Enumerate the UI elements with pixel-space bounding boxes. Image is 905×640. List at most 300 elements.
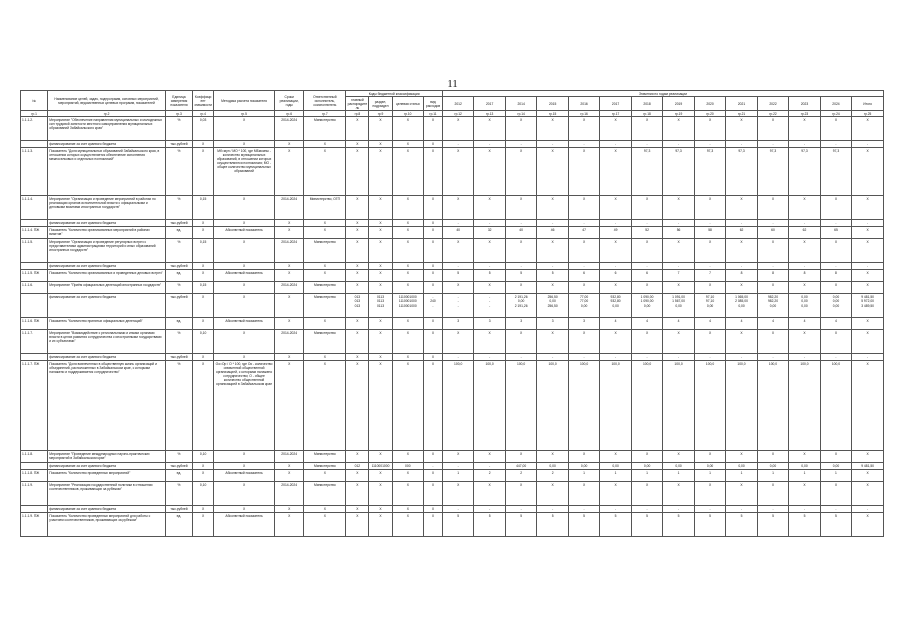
table-cell: ед. — [165, 318, 192, 330]
table-cell: Х — [369, 361, 392, 451]
row-name-cell: Мероприятие "Проведение международных научно-практических мероприятий в Забайкальском крае" — [48, 451, 166, 463]
table-cell: тыс.рублей — [165, 294, 192, 318]
table-cell: Х — [214, 263, 275, 270]
column-index-cell: гр.23 — [789, 111, 820, 117]
table-cell: 1 — [789, 470, 820, 482]
table-cell: ед. — [165, 227, 192, 239]
row-number-cell: 1.1.1.7. ПЖ — [21, 361, 48, 451]
table-cell: Х — [474, 148, 505, 196]
table-cell: Х — [214, 451, 275, 463]
table-cell: Х — [193, 263, 214, 270]
table-cell: Х — [474, 330, 505, 354]
table-cell: 100,0 — [694, 361, 725, 451]
table-row — [21, 270, 884, 282]
table-cell: Х — [474, 482, 505, 506]
table-cell: - — [694, 263, 725, 270]
table-cell: 1 — [600, 470, 631, 482]
table-cell: - — [631, 220, 662, 227]
table-cell: Х — [424, 506, 443, 513]
stacked-value: 1110001000 — [398, 303, 417, 308]
table-cell: 8 — [789, 270, 820, 282]
table-cell: Х — [568, 282, 599, 294]
table-cell: Х — [852, 196, 884, 220]
table-cell: Х — [193, 354, 214, 361]
row-name-cell: Мероприятие "Взаимодействие с региональными и иными органами власти в целях развития сотрудничества с иностранными государствами и их субъектами" — [48, 330, 166, 354]
table-cell: Х — [424, 513, 443, 537]
table-cell: % — [165, 196, 192, 220]
table-cell: Х — [193, 294, 214, 318]
table-cell: Х — [369, 318, 392, 330]
table-cell: Х — [537, 239, 568, 263]
table-cell: - — [726, 263, 757, 270]
table-cell: Х — [631, 482, 662, 506]
stacked-value: 1 091,00 — [672, 294, 685, 299]
table-cell: Х — [424, 196, 443, 220]
table-cell: % — [165, 361, 192, 451]
table-cell: Х — [424, 482, 443, 506]
table-cell: 0,00 — [537, 463, 568, 470]
table-cell: Х — [214, 330, 275, 354]
table-cell: 1 — [694, 470, 725, 482]
table-cell: Х — [214, 463, 275, 470]
col-header-name: Наименование целей, задач, подпрограмм, основных мероприятий, мероприятий, ведомственных целевых программ, показателей — [48, 91, 166, 111]
row-number-cell — [21, 263, 48, 270]
table-cell: Х — [392, 196, 423, 220]
table-cell — [442, 294, 473, 318]
col-header-method: Методика расчета показателя — [214, 91, 275, 111]
table-cell: Министерство — [304, 330, 346, 354]
table-cell: - — [568, 263, 599, 270]
table-cell: 5 — [505, 513, 536, 537]
table-cell: - — [757, 506, 788, 513]
table-row — [21, 354, 884, 361]
table-cell: Х — [789, 330, 820, 354]
table-cell: - — [568, 354, 599, 361]
table-row — [21, 513, 884, 537]
table-cell: 97,3 — [726, 148, 757, 196]
table-cell: 46 — [537, 227, 568, 239]
column-index-cell: гр.10 — [392, 111, 423, 117]
table-cell: 100,0 — [663, 361, 694, 451]
col-header-period: Сроки реализации, годы — [274, 91, 303, 111]
table-cell: Х — [346, 361, 369, 451]
col-header-year: 2024 — [820, 97, 851, 111]
table-cell: Х — [392, 282, 423, 294]
table-cell: Абсолютный показатель — [214, 513, 275, 537]
table-cell: Х — [442, 117, 473, 141]
table-cell: - — [631, 141, 662, 148]
stacked-value: 0113 — [376, 299, 385, 303]
table-cell: Х — [789, 196, 820, 220]
table-cell: 60 — [757, 227, 788, 239]
stacked-value: 0,00 — [738, 303, 745, 308]
col-header-year: 2021 — [726, 97, 757, 111]
table-cell: 100,0 — [820, 361, 851, 451]
table-cell: - — [694, 506, 725, 513]
stacked-value: 0,00 — [832, 303, 840, 308]
table-cell: Х — [214, 117, 275, 141]
table-cell: Х — [214, 220, 275, 227]
table-cell: Х — [193, 513, 214, 537]
table-cell: 4 — [600, 318, 631, 330]
table-cell: 1 — [442, 470, 473, 482]
table-cell: Х — [852, 470, 884, 482]
table-cell: Х — [442, 482, 473, 506]
table-cell: Х — [214, 239, 275, 263]
stacked-value: 97,10 — [705, 294, 715, 299]
table-cell: Х — [789, 282, 820, 294]
table-cell: % — [165, 239, 192, 263]
table-cell: Х — [369, 270, 392, 282]
table-cell: Х — [214, 294, 275, 318]
table-cell: Х — [568, 330, 599, 354]
table-cell: 0,00 — [694, 463, 725, 470]
table-cell: Х — [274, 463, 303, 470]
table-cell: Х — [304, 270, 346, 282]
row-number-cell: 1.1.1.4. — [21, 196, 48, 220]
table-cell — [757, 294, 788, 318]
column-index-cell: гр.15 — [537, 111, 568, 117]
table-cell: Х — [852, 270, 884, 282]
table-row — [21, 361, 884, 451]
table-cell: Х — [193, 506, 214, 513]
table-cell: Х — [214, 354, 275, 361]
table-cell: Х — [346, 451, 369, 463]
table-row — [21, 239, 884, 263]
table-cell: Абсолютный показатель — [214, 470, 275, 482]
table-cell: 100,0 — [789, 361, 820, 451]
table-row — [21, 482, 884, 506]
table-cell: Х — [694, 117, 725, 141]
table-cell: Х — [852, 451, 884, 463]
table-header — [21, 91, 884, 117]
stacked-value: 256,50 — [547, 303, 558, 308]
table-cell: Х — [369, 227, 392, 239]
table-cell: 7 — [694, 270, 725, 282]
table-cell: - — [474, 354, 505, 361]
table-cell — [820, 294, 851, 318]
table-cell: - — [537, 263, 568, 270]
table-cell: Х — [663, 451, 694, 463]
row-name-cell: Показатель "Количество принятых официальных делегаций" — [48, 318, 166, 330]
table-cell: - — [537, 220, 568, 227]
col-header-budget-codes: Коды бюджетной классификации — [346, 91, 443, 97]
table-cell: 0,00 — [631, 463, 662, 470]
table-cell: - — [442, 141, 473, 148]
row-name-cell: финансирование за счет краевого бюджета — [48, 294, 166, 318]
row-number-cell: 1.1.1.2. — [21, 117, 48, 141]
table-cell: Х — [852, 318, 884, 330]
table-cell: 2 — [537, 470, 568, 482]
column-index-cell: гр.7 — [304, 111, 346, 117]
table-cell: Х — [392, 117, 423, 141]
table-cell: - — [789, 263, 820, 270]
table-cell: Х — [369, 506, 392, 513]
table-cell: Х — [193, 361, 214, 451]
table-cell: Х — [304, 227, 346, 239]
stacked-value: - — [457, 303, 459, 308]
table-cell: 1 — [631, 470, 662, 482]
table-cell: Х — [424, 227, 443, 239]
table-cell: 3 — [568, 318, 599, 330]
table-cell: Х — [392, 451, 423, 463]
table-cell: 0,00 — [600, 463, 631, 470]
table-row — [21, 196, 884, 220]
stacked-value: - — [457, 294, 459, 299]
table-cell: 2014-2024 — [274, 196, 303, 220]
table-cell: Х — [820, 451, 851, 463]
table-cell: 100,0 — [474, 361, 505, 451]
table-cell: Х — [694, 282, 725, 294]
table-cell: Х — [663, 239, 694, 263]
table-cell: Х — [304, 318, 346, 330]
row-number-cell — [21, 463, 48, 470]
table-cell: Министерство — [304, 117, 346, 141]
table-cell: 2014-2024 — [274, 482, 303, 506]
stacked-value: 013 — [354, 303, 361, 308]
stacked-value: 97,10 — [705, 299, 715, 303]
table-cell: ед. — [165, 513, 192, 537]
column-index-cell: гр.25 — [852, 111, 884, 117]
table-cell: 40 — [442, 227, 473, 239]
table-cell — [789, 294, 820, 318]
stacked-value: 013 — [354, 299, 361, 303]
table-cell: - — [852, 506, 884, 513]
table-cell: Х — [474, 117, 505, 141]
table-cell: - — [600, 506, 631, 513]
table-cell: Х — [663, 196, 694, 220]
table-cell: 6 — [631, 270, 662, 282]
table-cell: Министерство — [304, 239, 346, 263]
table-cell: Х — [369, 282, 392, 294]
table-cell: Х — [600, 117, 631, 141]
table-row — [21, 117, 884, 141]
row-number-cell: 1.1.1.7. — [21, 330, 48, 354]
table-cell: Х — [369, 196, 392, 220]
row-name-cell: Мероприятие "Организация и проведение мероприятий в районах по реализации органов исполнительной власти с официальными и деловыми визитами иностранных государств" — [48, 196, 166, 220]
table-cell — [474, 294, 505, 318]
col-header-year: Итого — [852, 97, 884, 111]
table-cell: Х — [505, 196, 536, 220]
table-cell: - — [789, 220, 820, 227]
table-cell: тыс.рублей — [165, 354, 192, 361]
table-cell: Х — [304, 354, 346, 361]
table-cell: Министерство — [304, 482, 346, 506]
table-cell: Х — [392, 148, 423, 196]
table-row — [21, 263, 884, 270]
table-cell: Х — [193, 141, 214, 148]
table-cell: Министерство — [304, 451, 346, 463]
table-cell: Х — [346, 513, 369, 537]
table-cell: 5 — [820, 513, 851, 537]
table-cell: Х — [214, 141, 275, 148]
table-cell: Х — [193, 148, 214, 196]
row-number-cell — [21, 141, 48, 148]
table-cell: 0,15 — [193, 239, 214, 263]
table-cell: Х — [369, 451, 392, 463]
table-cell: Х — [537, 330, 568, 354]
table-cell: Х — [424, 263, 443, 270]
table-cell: 5 — [757, 513, 788, 537]
table-cell: - — [757, 354, 788, 361]
table-cell: 0,00 — [568, 463, 599, 470]
table-cell: Х — [852, 148, 884, 196]
table-cell: 0,03 — [193, 117, 214, 141]
table-cell: 4 — [694, 318, 725, 330]
row-number-cell: 1.1.1.8. — [21, 451, 48, 463]
table-cell: Х — [852, 330, 884, 354]
table-cell: - — [474, 463, 505, 470]
table-cell: - — [442, 506, 473, 513]
table-cell: Х — [274, 361, 303, 451]
table-cell: ед. — [165, 470, 192, 482]
table-cell: 0,10 — [193, 482, 214, 506]
table-cell: Х — [424, 239, 443, 263]
row-name-cell: Показатель "Количество проведенных мероприятий" — [48, 470, 166, 482]
col-header-weight: Коэффициент значимости — [193, 91, 214, 111]
table-cell: - — [505, 263, 536, 270]
row-number-cell: 1.1.1.6. ПЖ — [21, 318, 48, 330]
table-cell: Х — [193, 318, 214, 330]
table-cell: Х — [392, 361, 423, 451]
table-cell: 56 — [663, 227, 694, 239]
table-cell: 1 — [568, 470, 599, 482]
table-cell: - — [568, 141, 599, 148]
stacked-value: 0,00 — [832, 299, 840, 303]
column-index-cell: гр.18 — [631, 111, 662, 117]
table-cell: 1 — [663, 470, 694, 482]
table-cell: Х — [631, 282, 662, 294]
stacked-value: 1 090,00 — [640, 294, 654, 299]
col-header-section: раздел, подраздел — [369, 97, 392, 111]
column-index-cell: гр.16 — [568, 111, 599, 117]
table-cell: Х — [392, 263, 423, 270]
table-cell: Х — [369, 239, 392, 263]
table-cell: Х — [304, 148, 346, 196]
table-cell: 1 — [757, 470, 788, 482]
table-cell: Х — [726, 196, 757, 220]
table-cell: Х — [214, 196, 275, 220]
table-cell: Х — [505, 330, 536, 354]
table-cell: Х — [852, 239, 884, 263]
table-cell: Министерство — [304, 282, 346, 294]
col-header-year: 2022 — [757, 97, 788, 111]
table-cell: Х — [442, 282, 473, 294]
table-cell: 100,0 — [442, 361, 473, 451]
table-cell: - — [505, 220, 536, 227]
table-cell: 100,0 — [631, 361, 662, 451]
table-cell: 2014-2024 — [274, 282, 303, 294]
table-cell: Х — [369, 141, 392, 148]
table-cell: % — [165, 482, 192, 506]
table-cell: Х — [600, 482, 631, 506]
stacked-value: 0,00 — [643, 303, 651, 308]
table-cell: Х — [346, 196, 369, 220]
table-row — [21, 506, 884, 513]
stacked-value: 9 481,50 — [861, 294, 875, 299]
stacked-value: - — [489, 294, 491, 299]
table-cell: Х — [274, 354, 303, 361]
table-cell: 97,3 — [631, 148, 662, 196]
table-cell: - — [789, 141, 820, 148]
table-cell: Х — [424, 318, 443, 330]
table-cell — [568, 294, 599, 318]
stacked-value: 0,00 — [517, 299, 525, 303]
table-cell: Х — [424, 141, 443, 148]
table-cell: - — [694, 141, 725, 148]
stacked-value: 0,00 — [832, 294, 840, 299]
table-cell: Х — [600, 330, 631, 354]
row-name-cell: Показатель "Количество организованных мероприятий в районах визитов" — [48, 227, 166, 239]
table-cell: Х — [424, 220, 443, 227]
table-cell: Х — [505, 148, 536, 196]
table-cell: Х — [568, 239, 599, 263]
table-cell: Х — [757, 451, 788, 463]
table-cell: Х — [392, 318, 423, 330]
table-cell: 5 — [694, 513, 725, 537]
table-cell: - — [631, 263, 662, 270]
table-cell: Х — [442, 330, 473, 354]
table-cell: 0,10 — [193, 330, 214, 354]
table-cell: 1 — [726, 470, 757, 482]
stacked-value: - — [489, 299, 491, 303]
stacked-value: 0,00 — [706, 303, 714, 308]
table-cell: 4 — [726, 318, 757, 330]
table-cell: Х — [505, 117, 536, 141]
table-cell: - — [442, 463, 473, 470]
table-cell — [600, 294, 631, 318]
stacked-value: 256,50 — [547, 294, 558, 299]
table-cell: Х — [789, 482, 820, 506]
table-cell: - — [694, 220, 725, 227]
row-name-cell: Мероприятие "Реализация государственной политики в отношении соотечественников, проживающих за рубежом" — [48, 482, 166, 506]
table-cell: Х — [304, 263, 346, 270]
table-cell: Х — [663, 330, 694, 354]
table-cell: Х — [820, 482, 851, 506]
table-cell: Х — [694, 451, 725, 463]
row-name-cell: финансирование за счет краевого бюджета — [48, 263, 166, 270]
table-cell: 0,00 — [757, 463, 788, 470]
table-cell: 9 481,50 — [852, 463, 884, 470]
table-cell: 5 — [789, 513, 820, 537]
table-cell: Х — [392, 354, 423, 361]
stacked-value: 0,00 — [580, 303, 588, 308]
table-cell: Х — [369, 330, 392, 354]
table-cell: - — [600, 263, 631, 270]
table-cell — [369, 294, 392, 318]
table-cell: 62 — [789, 227, 820, 239]
table-cell: Х — [304, 470, 346, 482]
col-header-year: 2012 — [442, 97, 473, 111]
table-cell: Х — [663, 117, 694, 141]
table-cell: - — [820, 141, 851, 148]
table-cell: Х — [424, 117, 443, 141]
column-index-cell: гр.20 — [694, 111, 725, 117]
stacked-value: - — [432, 294, 434, 299]
table-cell: 0,15 — [193, 282, 214, 294]
table-cell — [537, 294, 568, 318]
row-number-cell — [21, 294, 48, 318]
table-cell: Х — [274, 263, 303, 270]
table-cell: - — [852, 263, 884, 270]
table-cell: - — [726, 141, 757, 148]
table-cell: Министерство — [304, 294, 346, 318]
table-cell: - — [726, 354, 757, 361]
table-cell — [631, 294, 662, 318]
col-header-responsible: Ответственный исполнитель, соисполнитель — [304, 91, 346, 111]
table-cell: Х — [568, 148, 599, 196]
table-cell: - — [852, 220, 884, 227]
